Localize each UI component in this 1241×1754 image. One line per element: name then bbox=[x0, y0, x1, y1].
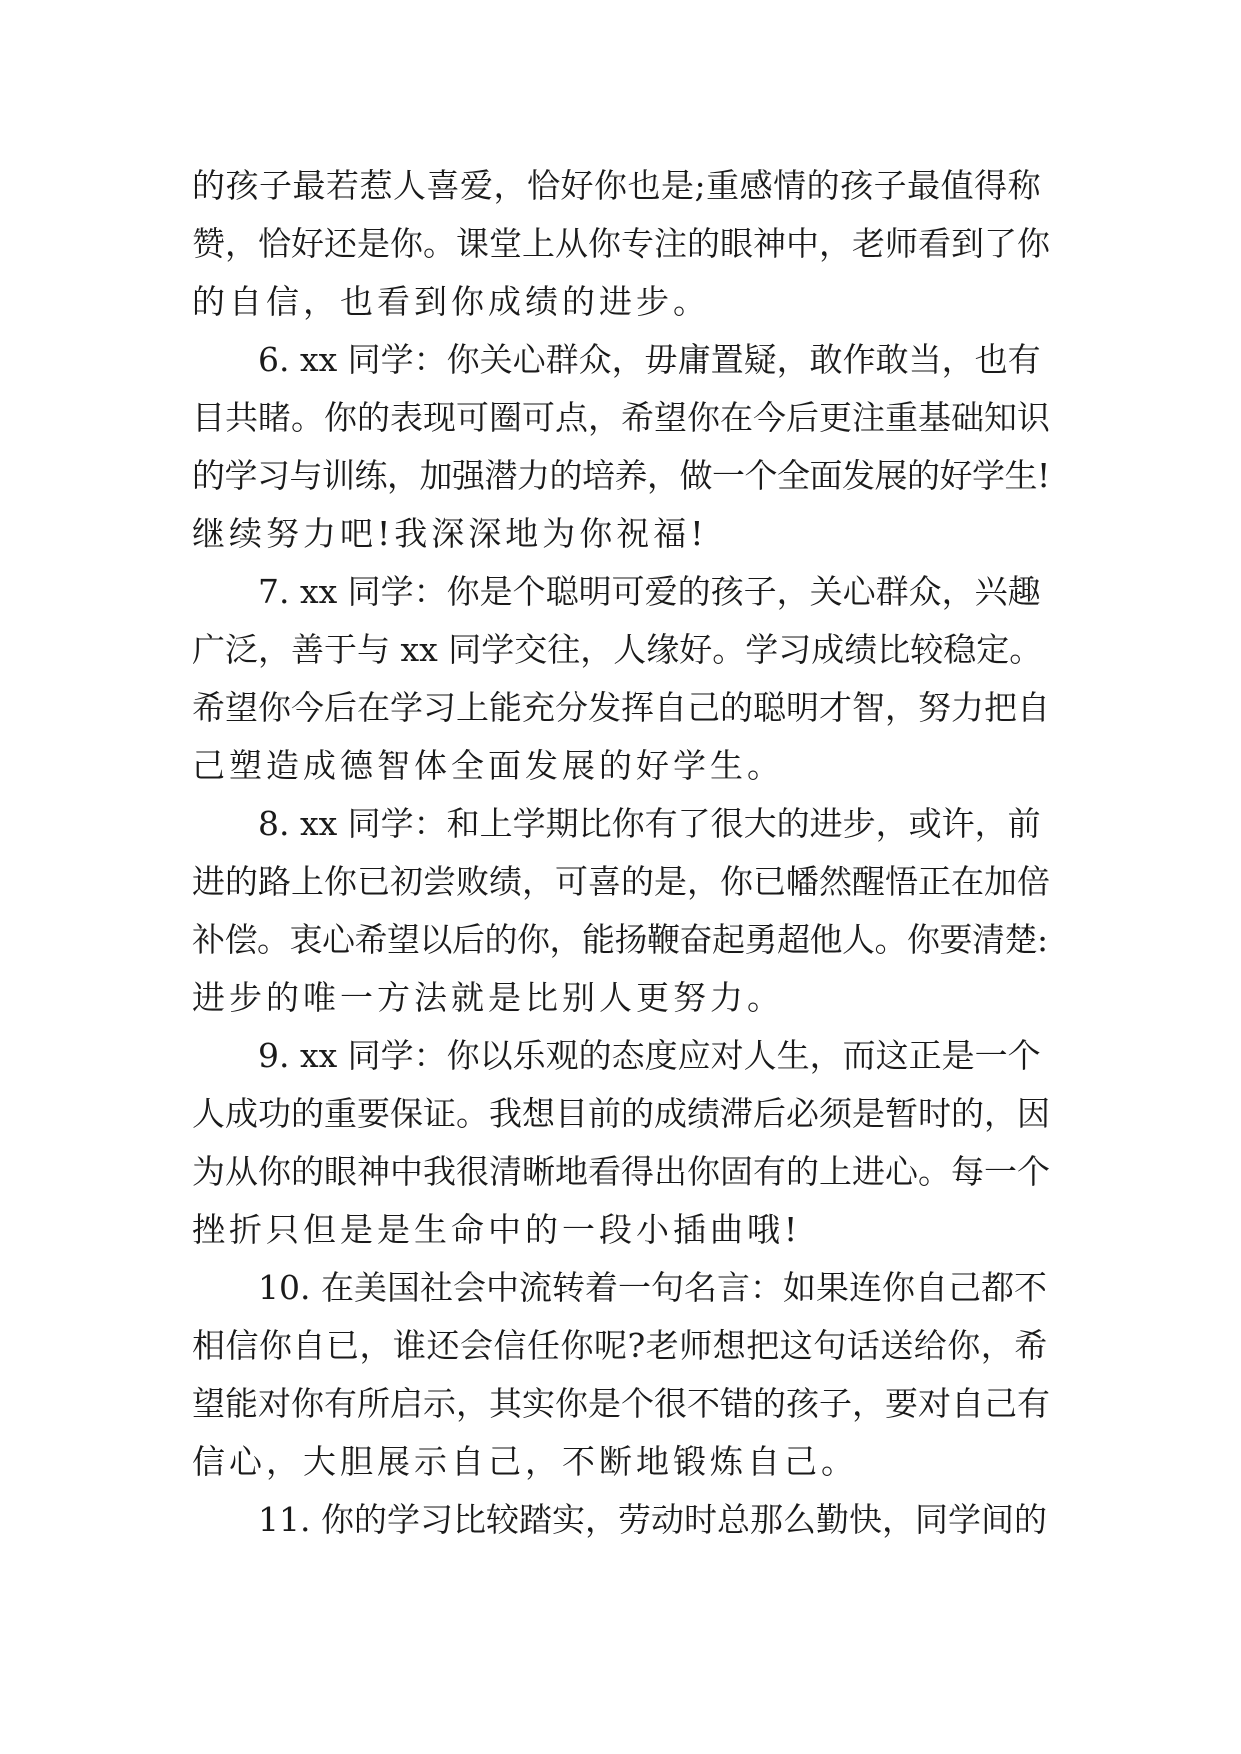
text-line: 信心，大胆展示自己，不断地锻炼自己。 bbox=[192, 1442, 858, 1481]
text-line: 挫折只但是是生命中的一段小插曲哦! bbox=[192, 1210, 802, 1249]
text-line: 人成功的重要保证。我想目前的成绩滞后必须是暂时的，因 bbox=[192, 1094, 1050, 1133]
paragraph-6-first-line: 6. xx 同学：你关心群众，毋庸置疑，敢作敢当，也有 bbox=[258, 340, 1041, 379]
paragraph-10-first-line: 10. 在美国社会中流转着一句名言：如果连你自己都不 bbox=[258, 1268, 1047, 1307]
text-line: 为从你的眼神中我很清晰地看得出你固有的上进心。每一个 bbox=[192, 1152, 1050, 1191]
text-line: 目共睹。你的表现可圈可点，希望你在今后更注重基础知识 bbox=[192, 398, 1050, 437]
text-line: 的学习与训练，加强潜力的培养，做一个全面发展的好学生! bbox=[192, 456, 1050, 495]
text-line: 广泛，善于与 xx 同学交往，人缘好。学习成绩比较稳定。 bbox=[192, 630, 1043, 669]
text-line: 的孩子最若惹人喜爱，恰好你也是;重感情的孩子最值得称 bbox=[192, 166, 1042, 205]
text-line: 赞，恰好还是你。课堂上从你专注的眼神中，老师看到了你 bbox=[192, 224, 1050, 263]
text-line: 希望你今后在学习上能充分发挥自己的聪明才智，努力把自 bbox=[192, 688, 1050, 727]
document-body bbox=[192, 157, 1052, 1549]
text-line: 望能对你有所启示，其实你是个很不错的孩子，要对自己有 bbox=[192, 1384, 1050, 1423]
text-line: 相信你自已，谁还会信任你呢?老师想把这句话送给你，希 bbox=[192, 1326, 1048, 1365]
text-line: 己塑造成德智体全面发展的好学生。 bbox=[192, 746, 784, 785]
text-line: 的自信，也看到你成绩的进步。 bbox=[192, 282, 710, 321]
paragraph-11-first-line: 11. 你的学习比较踏实，劳动时总那么勤快，同学间的 bbox=[258, 1500, 1047, 1539]
text-line: 进的路上你已初尝败绩，可喜的是，你已幡然醒悟正在加倍 bbox=[192, 862, 1050, 901]
text-line: 继续努力吧!我深深地为你祝福! bbox=[192, 514, 708, 553]
paragraph-7-first-line: 7. xx 同学：你是个聪明可爱的孩子，关心群众，兴趣 bbox=[258, 572, 1041, 611]
text-line: 补偿。衷心希望以后的你，能扬鞭奋起勇超他人。你要清楚: bbox=[192, 920, 1048, 959]
text-line: 进步的唯一方法就是比别人更努力。 bbox=[192, 978, 784, 1017]
paragraph-8-first-line: 8. xx 同学：和上学期比你有了很大的进步，或许，前 bbox=[258, 804, 1041, 843]
paragraph-9-first-line: 9. xx 同学：你以乐观的态度应对人生，而这正是一个 bbox=[258, 1036, 1041, 1075]
